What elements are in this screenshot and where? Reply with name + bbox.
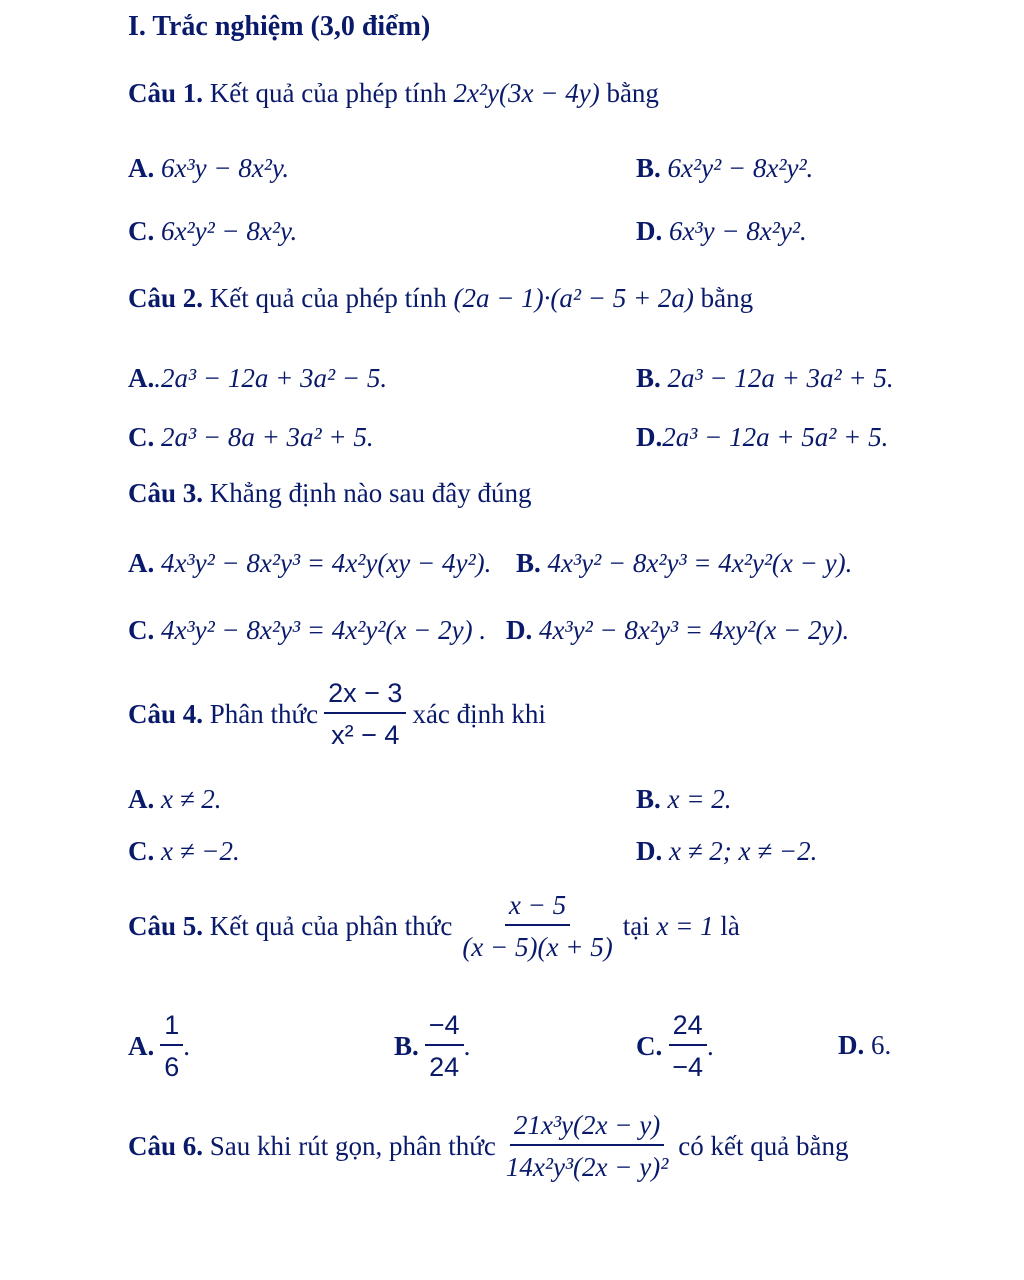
question-4 xyxy=(128,676,546,752)
option-expression: .2a³ − 12a + 3a² − 5. xyxy=(154,363,388,393)
q4-option-c[interactable] xyxy=(128,834,240,868)
q1-option-d[interactable] xyxy=(636,214,807,248)
question-3 xyxy=(128,476,531,510)
fraction-numerator: 21x³y(2x − y) xyxy=(510,1108,664,1146)
fraction-numerator: x − 5 xyxy=(505,888,570,926)
option-fraction xyxy=(425,1008,464,1084)
q1-option-a[interactable] xyxy=(128,151,289,185)
option-letter: A. xyxy=(128,153,155,183)
q4-option-d[interactable] xyxy=(636,834,817,868)
q2-option-a[interactable] xyxy=(128,361,387,395)
option-letter: D. xyxy=(636,836,663,866)
q5-option-c[interactable] xyxy=(636,1008,714,1084)
q3-option-a[interactable] xyxy=(128,546,491,580)
q2-option-d[interactable] xyxy=(636,420,888,454)
option-end: . xyxy=(183,1031,191,1061)
question-label: Câu 3. xyxy=(128,478,204,508)
question-2 xyxy=(128,281,753,315)
question-1 xyxy=(128,76,659,110)
question-tail-expression: x = 1 xyxy=(656,911,714,941)
option-letter: D. xyxy=(636,422,663,452)
option-expression: 6. xyxy=(871,1030,892,1060)
option-letter: B. xyxy=(636,153,661,183)
question-label: Câu 4. xyxy=(128,699,204,729)
question-5 xyxy=(128,888,740,964)
option-expression: 4x³y² − 8x²y³ = 4x²y(xy − 4y²). xyxy=(161,548,492,578)
option-letter: A. xyxy=(128,1031,155,1061)
option-expression: x ≠ −2. xyxy=(161,836,240,866)
fraction-numerator: −4 xyxy=(425,1008,464,1046)
question-label: Câu 5. xyxy=(128,911,204,941)
q2-option-b[interactable] xyxy=(636,361,894,395)
question-tail: bằng xyxy=(606,78,659,108)
option-expression: x = 2. xyxy=(667,784,732,814)
option-letter: A. xyxy=(128,784,155,814)
q5-option-b[interactable] xyxy=(394,1008,470,1084)
option-letter: C. xyxy=(128,216,155,246)
option-fraction xyxy=(668,1008,707,1084)
fraction-denominator: 24 xyxy=(429,1052,460,1082)
option-expression: 2a³ − 8a + 3a² + 5. xyxy=(161,422,374,452)
option-letter: B. xyxy=(636,363,661,393)
option-expression: 2a³ − 12a + 5a² + 5. xyxy=(662,422,889,452)
question-text: Kết quả của phân thức xyxy=(209,911,453,941)
option-expression: x ≠ 2; x ≠ −2. xyxy=(669,836,818,866)
option-letter: C. xyxy=(128,615,155,645)
question-fraction xyxy=(324,676,406,752)
option-letter: B. xyxy=(394,1031,419,1061)
question-label: Câu 2. xyxy=(128,283,204,313)
option-expression: 6x³y − 8x²y². xyxy=(669,216,807,246)
question-6 xyxy=(128,1108,848,1184)
option-expression: 6x²y² − 8x²y. xyxy=(161,216,298,246)
question-label: Câu 1. xyxy=(128,78,204,108)
option-fraction xyxy=(160,1008,183,1084)
q3-option-b[interactable] xyxy=(516,546,852,580)
q4-option-a[interactable] xyxy=(128,782,222,816)
q1-option-b[interactable] xyxy=(636,151,813,185)
question-expression: (2a − 1)·(a² − 5 + 2a) xyxy=(453,283,694,313)
q5-option-a[interactable] xyxy=(128,1008,190,1084)
option-letter: A. xyxy=(128,363,155,393)
fraction-denominator: (x − 5)(x + 5) xyxy=(462,932,613,962)
q1-option-c[interactable] xyxy=(128,214,297,248)
option-expression: x ≠ 2. xyxy=(161,784,222,814)
question-label: Câu 6. xyxy=(128,1131,204,1161)
option-letter: B. xyxy=(516,548,541,578)
option-letter: D. xyxy=(506,615,533,645)
option-end: . xyxy=(707,1031,714,1061)
fraction-denominator: −4 xyxy=(672,1052,704,1082)
question-tail: bằng xyxy=(700,283,754,313)
option-letter: C. xyxy=(128,422,155,452)
option-expression: 4x³y² − 8x²y³ = 4x²y²(x − y). xyxy=(547,548,853,578)
option-letter: B. xyxy=(636,784,661,814)
fraction-numerator: 24 xyxy=(669,1008,707,1046)
option-end: . xyxy=(463,1031,471,1061)
q5-option-d[interactable] xyxy=(838,1028,891,1062)
fraction-denominator: 6 xyxy=(164,1052,180,1082)
option-letter: C. xyxy=(128,836,155,866)
option-expression: 4x³y² − 8x²y³ = 4xy²(x − 2y). xyxy=(539,615,850,645)
question-tail: xác định khi xyxy=(412,699,546,729)
option-expression: 2a³ − 12a + 3a² + 5. xyxy=(667,363,894,393)
question-text: Kết quả của phép tính xyxy=(209,78,447,108)
question-expression: 2x²y(3x − 4y) xyxy=(453,78,600,108)
fraction-denominator: 14x²y³(2x − y)² xyxy=(505,1152,669,1182)
question-fraction xyxy=(458,888,616,964)
option-letter: A. xyxy=(128,548,155,578)
question-tail: có kết quả bằng xyxy=(678,1131,849,1161)
option-letter: C. xyxy=(636,1031,663,1061)
question-tail-pre: tại xyxy=(622,911,650,941)
q3-option-c[interactable] xyxy=(128,613,486,647)
option-expression: 4x³y² − 8x²y³ = 4x²y²(x − 2y) . xyxy=(161,615,487,645)
q3-option-d[interactable] xyxy=(506,613,849,647)
section-title: I. Trắc nghiệm (3,0 điểm) xyxy=(128,11,431,42)
question-text: Khẳng định nào sau đây đúng xyxy=(209,478,532,508)
option-expression: 6x²y² − 8x²y². xyxy=(667,153,814,183)
option-letter: D. xyxy=(636,216,663,246)
question-text: Phân thức xyxy=(209,699,319,729)
fraction-denominator: x² − 4 xyxy=(331,720,400,750)
option-letter: D. xyxy=(838,1030,865,1060)
option-expression: 6x³y − 8x²y. xyxy=(161,153,290,183)
question-text: Kết quả của phép tính xyxy=(209,283,447,313)
fraction-numerator: 2x − 3 xyxy=(324,676,406,714)
fraction-numerator: 1 xyxy=(160,1008,183,1046)
q2-option-c[interactable] xyxy=(128,420,374,454)
q4-option-b[interactable] xyxy=(636,782,731,816)
question-fraction xyxy=(502,1108,672,1184)
question-tail-post: là xyxy=(720,911,740,941)
question-text: Sau khi rút gọn, phân thức xyxy=(209,1131,496,1161)
